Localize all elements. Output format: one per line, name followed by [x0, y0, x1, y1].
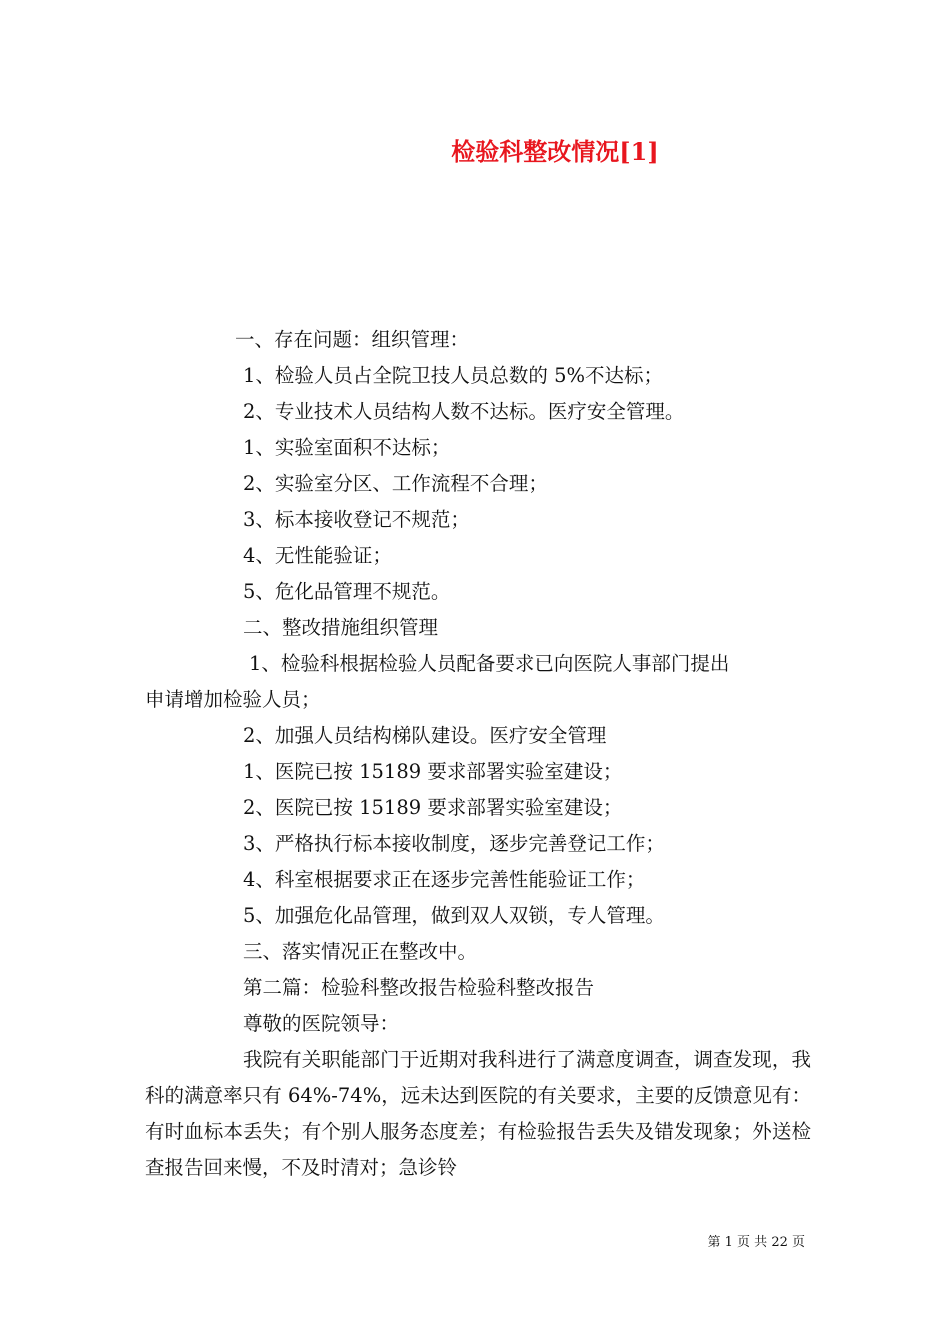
- body-line: 尊敬的医院领导：: [243, 1012, 400, 1035]
- body-line: 1、检验人员占全院卫技人员总数的 5%不达标；: [243, 364, 664, 387]
- body-line: 第二篇：检验科整改报告检验科整改报告: [243, 976, 595, 999]
- body-line: 4、科室根据要求正在逐步完善性能验证工作；: [243, 868, 646, 891]
- body-line: 1、医院已按 15189 要求部署实验室建设；: [243, 760, 623, 783]
- body-line: 3、严格执行标本接收制度，逐步完善登记工作；: [243, 832, 665, 855]
- body-line: 1、检验科根据检验人员配备要求已向医院人事部门提出: [249, 652, 730, 675]
- body-line: 申请增加检验人员；: [145, 688, 321, 711]
- body-line: 4、无性能验证；: [243, 544, 392, 567]
- body-paragraph: 我院有关职能部门于近期对我科进行了满意度调查，调查发现，我科的满意率只有 64%-74%，远未达到医院的有关要求，主要的反馈意见有：有时血标本丢失；有个别人服务态度差；有检验报告丢失及错发现象；外送检查报告回来慢，不及时清对；急诊铃: [145, 1048, 811, 1179]
- body-line: 一、存在问题：组织管理：: [235, 328, 470, 351]
- page-footer: 第 1 页 共 22 页: [707, 1235, 805, 1250]
- body-line: 2、医院已按 15189 要求部署实验室建设；: [243, 796, 623, 819]
- body-line: 1、实验室面积不达标；: [243, 436, 451, 459]
- body-line: 2、专业技术人员结构人数不达标。医疗安全管理。: [243, 400, 685, 423]
- body-line: 3、标本接收登记不规范；: [243, 508, 470, 531]
- body-line: 2、加强人员结构梯队建设。医疗安全管理: [243, 724, 607, 747]
- page-title: 检验科整改情况[1]: [451, 137, 659, 166]
- document-body: [145, 322, 811, 1186]
- body-line: 5、危化品管理不规范。: [243, 580, 451, 603]
- body-line: 5、加强危化品管理，做到双人双锁，专人管理。: [243, 904, 665, 927]
- body-line: 三、落实情况正在整改中。: [243, 940, 478, 963]
- body-line: 二、整改措施组织管理: [243, 616, 439, 639]
- body-line: 2、实验室分区、工作流程不合理；: [243, 472, 548, 495]
